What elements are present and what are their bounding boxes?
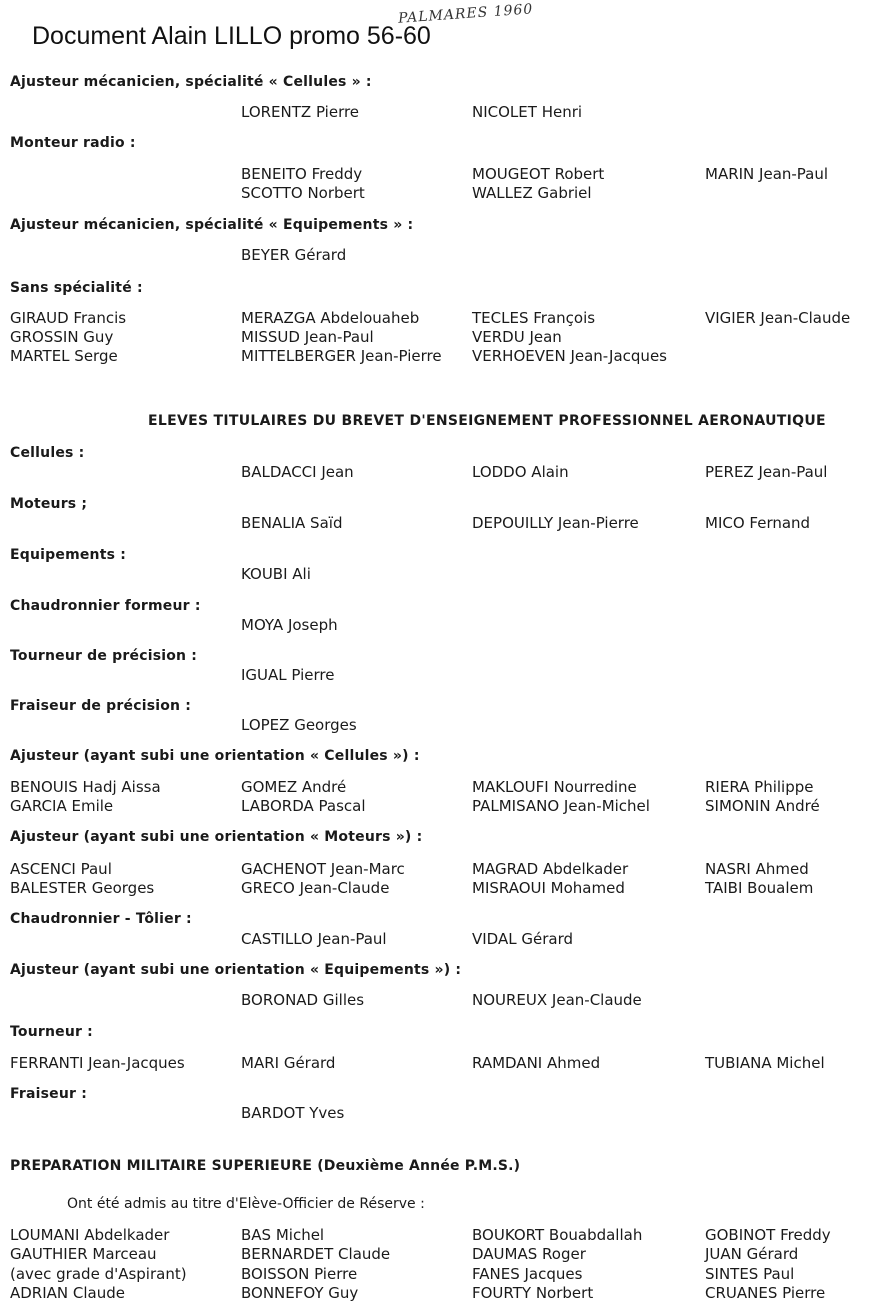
- section-heading: Tourneur :: [10, 1024, 93, 1040]
- section-heading: Cellules :: [10, 445, 85, 461]
- person-name: GAUTHIER Marceau: [10, 1245, 157, 1263]
- person-name: JUAN Gérard: [705, 1245, 799, 1263]
- section-heading: Sans spécialité :: [10, 280, 143, 296]
- person-name: MOUGEOT Robert: [472, 165, 605, 183]
- section-heading: Tourneur de précision :: [10, 648, 198, 664]
- handwritten-annotation: PALMARES 1960: [397, 1, 534, 27]
- person-name: DAUMAS Roger: [472, 1245, 586, 1263]
- person-name: FANES Jacques: [472, 1265, 583, 1283]
- person-name: VERHOEVEN Jean-Jacques: [472, 347, 667, 365]
- person-name: MARI Gérard: [241, 1054, 336, 1072]
- section-heading: ELEVES TITULAIRES DU BREVET D'ENSEIGNEMENT PROFESSIONNEL AERONAUTIQUE: [148, 413, 826, 429]
- person-name: GOMEZ André: [241, 778, 347, 796]
- person-name: BALDACCI Jean: [241, 463, 354, 481]
- person-name: MARIN Jean-Paul: [705, 165, 829, 183]
- person-name: (avec grade d'Aspirant): [10, 1265, 187, 1283]
- person-name: SCOTTO Norbert: [241, 184, 365, 202]
- person-name: ASCENCI Paul: [10, 860, 112, 878]
- section-heading: Ajusteur (ayant subi une orientation « Equipements ») :: [10, 962, 462, 978]
- section-heading: Equipements :: [10, 547, 127, 563]
- person-name: PEREZ Jean-Paul: [705, 463, 828, 481]
- section-heading: Fraiseur de précision :: [10, 698, 192, 714]
- person-name: SINTES Paul: [705, 1265, 795, 1283]
- person-name: LOUMANI Abdelkader: [10, 1226, 170, 1244]
- person-name: IGUAL Pierre: [241, 666, 335, 684]
- person-name: MISRAOUI Mohamed: [472, 879, 625, 897]
- person-name: PALMISANO Jean-Michel: [472, 797, 650, 815]
- document-title: Document Alain LILLO promo 56-60: [32, 22, 431, 50]
- section-heading: PREPARATION MILITAIRE SUPERIEURE (Deuxième Année P.M.S.): [10, 1158, 521, 1174]
- person-name: BENEITO Freddy: [241, 165, 363, 183]
- person-name: MARTEL Serge: [10, 347, 118, 365]
- person-name: GROSSIN Guy: [10, 328, 114, 346]
- person-name: CASTILLO Jean-Paul: [241, 930, 387, 948]
- person-name: TECLES François: [472, 309, 596, 327]
- person-name: LABORDA Pascal: [241, 797, 366, 815]
- person-name: ADRIAN Claude: [10, 1284, 125, 1302]
- person-name: WALLEZ Gabriel: [472, 184, 592, 202]
- person-name: NOUREUX Jean-Claude: [472, 991, 642, 1009]
- person-name: GOBINOT Freddy: [705, 1226, 831, 1244]
- person-name: VIGIER Jean-Claude: [705, 309, 851, 327]
- person-name: BOISSON Pierre: [241, 1265, 358, 1283]
- person-name: VIDAL Gérard: [472, 930, 573, 948]
- person-name: TAIBI Boualem: [705, 879, 814, 897]
- section-heading: Chaudronnier formeur :: [10, 598, 201, 614]
- section-heading: Ajusteur (ayant subi une orientation « Cellules ») :: [10, 748, 420, 764]
- person-name: SIMONIN André: [705, 797, 820, 815]
- person-name: BERNARDET Claude: [241, 1245, 391, 1263]
- person-name: LODDO Alain: [472, 463, 569, 481]
- person-name: TUBIANA Michel: [705, 1054, 825, 1072]
- person-name: BOUKORT Bouabdallah: [472, 1226, 643, 1244]
- person-name: MISSUD Jean-Paul: [241, 328, 374, 346]
- person-name: BENOUIS Hadj Aissa: [10, 778, 161, 796]
- person-name: GIRAUD Francis: [10, 309, 127, 327]
- person-name: MOYA Joseph: [241, 616, 338, 634]
- section-heading: Ajusteur mécanicien, spécialité « Cellules » :: [10, 74, 372, 90]
- person-name: NASRI Ahmed: [705, 860, 809, 878]
- section-heading: Fraiseur :: [10, 1086, 87, 1102]
- person-name: FOURTY Norbert: [472, 1284, 594, 1302]
- person-name: VERDU Jean: [472, 328, 562, 346]
- person-name: KOUBI Ali: [241, 565, 311, 583]
- person-name: GRECO Jean-Claude: [241, 879, 390, 897]
- person-name: BAS Michel: [241, 1226, 325, 1244]
- section-heading: Chaudronnier - Tôlier :: [10, 911, 192, 927]
- person-name: CRUANES Pierre: [705, 1284, 826, 1302]
- person-name: BEYER Gérard: [241, 246, 347, 264]
- intro-text: Ont été admis au titre d'Elève-Officier de Réserve :: [67, 1196, 425, 1212]
- person-name: RAMDANI Ahmed: [472, 1054, 601, 1072]
- section-heading: Ajusteur mécanicien, spécialité « Equipements » :: [10, 217, 414, 233]
- person-name: BENALIA Saïd: [241, 514, 343, 532]
- person-name: LORENTZ Pierre: [241, 103, 360, 121]
- person-name: GACHENOT Jean-Marc: [241, 860, 405, 878]
- person-name: DEPOUILLY Jean-Pierre: [472, 514, 639, 532]
- section-heading: Monteur radio :: [10, 135, 136, 151]
- person-name: BARDOT Yves: [241, 1104, 345, 1122]
- person-name: NICOLET Henri: [472, 103, 583, 121]
- section-heading: Ajusteur (ayant subi une orientation « Moteurs ») :: [10, 829, 423, 845]
- person-name: MAKLOUFI Nourredine: [472, 778, 637, 796]
- person-name: RIERA Philippe: [705, 778, 814, 796]
- person-name: FERRANTI Jean-Jacques: [10, 1054, 185, 1072]
- section-heading: Moteurs ;: [10, 496, 88, 512]
- person-name: LOPEZ Georges: [241, 716, 357, 734]
- person-name: BONNEFOY Guy: [241, 1284, 359, 1302]
- person-name: GARCIA Emile: [10, 797, 114, 815]
- person-name: MICO Fernand: [705, 514, 811, 532]
- person-name: MITTELBERGER Jean-Pierre: [241, 347, 442, 365]
- person-name: BORONAD Gilles: [241, 991, 365, 1009]
- person-name: MERAZGA Abdelouaheb: [241, 309, 420, 327]
- person-name: BALESTER Georges: [10, 879, 155, 897]
- person-name: MAGRAD Abdelkader: [472, 860, 629, 878]
